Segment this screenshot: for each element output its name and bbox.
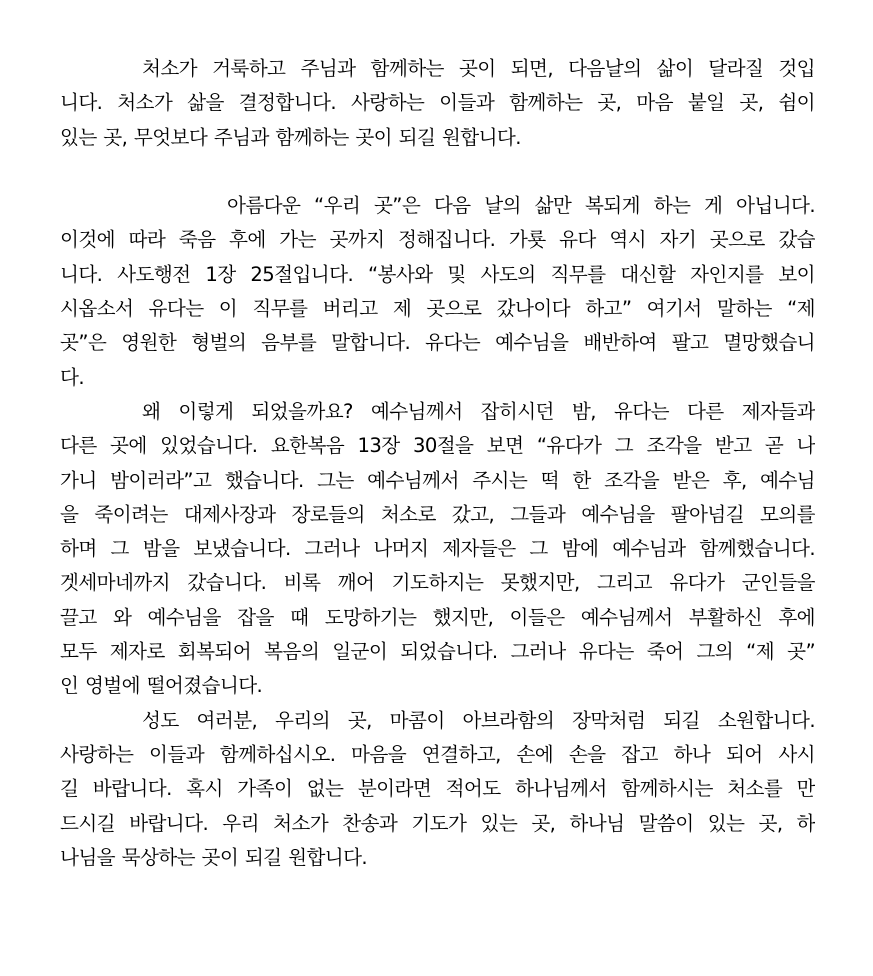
text-line: 있는 곳, 무엇보다 주님과 함께하는 곳이 되길 원합니다. xyxy=(60,125,521,149)
paragraph xyxy=(60,189,815,395)
text-line: 아름다운 “우리 곳”은 다음 날의 삶만 복되게 하는 게 아닙니다. xyxy=(227,194,815,218)
text-line: 드시길 바랍니다. 우리 처소가 찬송과 기도가 있는 곳, 하나님 말씀이 있는 곳, 하 xyxy=(60,811,815,835)
text-line: 모두 제자로 회복되어 복음의 일군이 되었습니다. 그러나 유다는 죽어 그의 “제 곳” xyxy=(60,640,815,664)
text-line: 니다. 처소가 삶을 결정합니다. 사랑하는 이들과 함께하는 곳, 마음 붙일 곳, 쉼이 xyxy=(60,91,815,115)
text-line: 하며 그 밤을 보냈습니다. 그러나 나머지 제자들은 그 밤에 예수님과 함께했습니다. xyxy=(60,537,815,561)
text-line: 시옵소서 유다는 이 직무를 버리고 제 곳으로 갔나이다 하고” 여기서 말하는 “제 xyxy=(60,297,815,321)
text-line: 인 영벌에 떨어졌습니다. xyxy=(60,674,263,698)
text-line: 가니 밤이러라”고 했습니다. 그는 예수님께서 주시는 떡 한 조각을 받은 후, 예수님 xyxy=(60,468,815,492)
paragraph-gap xyxy=(60,155,815,189)
paragraph xyxy=(60,52,815,155)
text-line: 나님을 묵상하는 곳이 되길 원합니다. xyxy=(60,845,368,869)
paragraph xyxy=(60,704,815,875)
text-line: 다른 곳에 있었습니다. 요한복음 13장 30절을 보면 “유다가 그 조각을 받고 곧 나 xyxy=(60,434,815,458)
text-line: 이것에 따라 죽음 후에 가는 곳까지 정해집니다. 가룟 유다 역시 자기 곳으로 갔습 xyxy=(60,228,815,252)
text-line: 길 바랍니다. 혹시 가족이 없는 분이라면 적어도 하나님께서 함께하시는 처소를 만 xyxy=(60,777,815,801)
text-line: 사랑하는 이들과 함께하십시오. 마음을 연결하고, 손에 손을 잡고 하나 되어 사시 xyxy=(60,742,815,766)
text-line: 다. xyxy=(60,365,84,389)
text-line: 처소가 거룩하고 주님과 함께하는 곳이 되면, 다음날의 삶이 달라질 것입 xyxy=(142,57,815,80)
text-line: 왜 이렇게 되었을까요? 예수님께서 잡히시던 밤, 유다는 다른 제자들과 xyxy=(142,399,815,423)
text-line: 을 죽이려는 대제사장과 장로들의 처소로 갔고, 그들과 예수님을 팔아넘길 모의를 xyxy=(60,502,815,526)
text-line: 니다. 사도행전 1장 25절입니다. “봉사와 및 사도의 직무를 대신할 자인지를 보이 xyxy=(60,262,815,286)
document-body xyxy=(60,52,815,875)
text-line: 겟세마네까지 갔습니다. 비록 깨어 기도하지는 못했지만, 그리고 유다가 군인들을 xyxy=(60,571,815,595)
paragraph xyxy=(60,395,815,704)
text-line: 성도 여러분, 우리의 곳, 마콤이 아브라함의 장막처럼 되길 소원합니다. xyxy=(142,708,815,732)
text-line: 끌고 와 예수님을 잡을 때 도망하기는 했지만, 이들은 예수님께서 부활하신 후에 xyxy=(60,605,815,629)
text-line: 곳”은 영원한 형벌의 음부를 말합니다. 유다는 예수님을 배반하여 팔고 멸망했습니 xyxy=(60,331,815,355)
